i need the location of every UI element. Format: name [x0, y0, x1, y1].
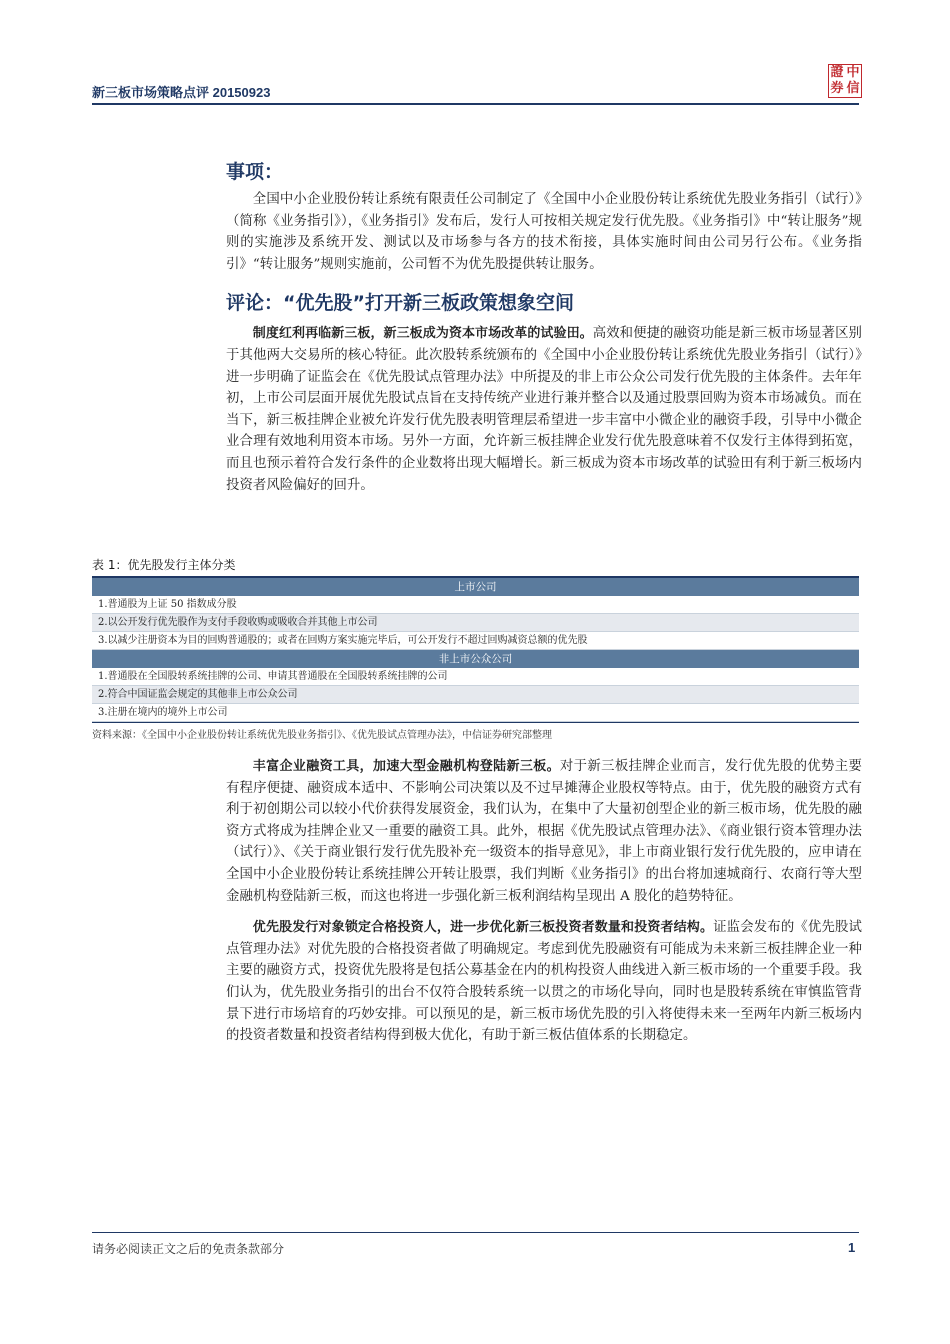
paragraph-lead: 优先股发行对象锁定合格投资人，进一步优化新三板投资者数量和投资者结构。: [252, 920, 714, 936]
table-group-header: 上市公司: [92, 578, 859, 596]
table-source: 资料来源：《全国中小企业股份转让系统优先股业务指引》、《优先股试点管理办法》，中信证券研究部整理: [92, 730, 552, 741]
report-title: 新三板市场策略点评 20150923: [92, 85, 271, 100]
table-caption: 表 1：优先股发行主体分类: [92, 558, 236, 572]
section-heading-comment: 评论：“优先股”打开新三板政策想象空间: [226, 292, 574, 315]
page-number: 1: [848, 1240, 856, 1255]
matter-paragraph: 全国中小企业股份转让系统有限责任公司制定了《全国中小企业股份转让系统优先股业务指引（试行）》（简称《业务指引》），《业务指引》发布后，发行人可按相关规定发行优先股。《业务指引》中“转让服务”规则的实施涉及系统开发、测试以及市场参与各方的技术衔接，具体实施时间由公司另行公布。《业务指引》“转让服务”规则实施前，公司暂不为优先股提供转让服务。: [226, 192, 862, 272]
paragraph-body: 高效和便捷的融资功能是新三板市场显著区别于其他两大交易所的核心特征。此次股转系统颁布的《全国中小企业股份转让系统优先股业务指引（试行）》进一步明确了证监会在《优先股试点管理办法》中所提及的非上市公众公司发行优先股的主体条件。去年年初，上市公司层面开展优先股试点旨在支持传统产业进行兼并整合以及通过股票回购为资本市场减负。而在当下，新三板挂牌企业被允许发行优先股表明管理层希望进一步丰富中小微企业的融资手段，引导中小微企业合理有效地利用资本市场。另外一方面，允许新三板挂牌企业发行优先股意味着不仅发行主体得到拓宽，而且也预示着符合发行条件的企业数将出现大幅增长。新三板成为资本市场改革的试验田有利于新三板场内投资者风险偏好的回升。: [226, 326, 863, 493]
logo-char: 券: [830, 81, 844, 96]
table-row: 1.普通股在全国股转系统挂牌的公司、申请其普通股在全国股转系统挂牌的公司: [92, 668, 859, 686]
table-bottom-rule: [92, 722, 859, 723]
table-row: 3.注册在境内的境外上市公司: [92, 704, 859, 722]
paragraph-body: 对于新三板挂牌企业而言，发行优先股的优势主要有程序便捷、融资成本适中、不影响公司决策以及不过早摊薄企业股权等特点。由于，优先股的融资方式有利于初创期公司以较小代价获得发展资金，我们认为，在集中了大量初创型企业的新三板市场，优先股的融资方式将成为挂牌企业又一重要的融资工具。此外，根据《优先股试点管理办法》、《商业银行资本管理办法（试行）》、《关于商业银行发行优先股补充一级资本的指导意见》，非上市商业银行发行优先股的，应申请在全国中小企业股份转让系统挂牌公开转让股票，我们判断《业务指引》的出台将加速城商行、农商行等大型金融机构登陆新三板，而这也将进一步强化新三板利润结构呈现出 A 股化的趋势特征。: [226, 759, 862, 904]
section-heading-matter: 事项：: [226, 161, 284, 183]
logo-char: 信: [846, 81, 860, 96]
table-row: 3.以减少注册资本为目的回购普通股的；或者在回购方案实施完毕后，可公开发行不超过回购减资总额的优先股: [92, 632, 859, 650]
main-content-continued: [226, 756, 862, 1047]
issuer-table: [92, 556, 859, 741]
table-row: 2.符合中国证监会规定的其他非上市公众公司: [92, 686, 859, 704]
comment-paragraph-3: [226, 917, 862, 1047]
comment-paragraph-1: [226, 323, 862, 496]
footer-disclaimer: 请务必阅读正文之后的免责条款部分: [92, 1242, 285, 1256]
header-divider: [92, 103, 859, 105]
footer-divider: [92, 1232, 859, 1233]
page-header: [92, 80, 872, 110]
logo-char: 證: [830, 65, 844, 80]
logo-char: 中: [846, 65, 860, 80]
table-row: 2.以公开发行优先股作为支付手段收购或吸收合并其他上市公司: [92, 614, 859, 632]
citic-securities-logo: [828, 64, 862, 98]
table-row: 1.普通股为上证 50 指数成分股: [92, 596, 859, 614]
table-group-header: 非上市公众公司: [92, 650, 859, 668]
paragraph-lead: 丰富企业融资工具，加速大型金融机构登陆新三板。: [252, 759, 560, 774]
paragraph-body: 证监会发布的《优先股试点管理办法》对优先股的合格投资者做了明确规定。考虑到优先股融资有可能成为未来新三板挂牌企业一种主要的融资方式，投资优先股将是包括公募基金在内的机构投资人曲线进入新三板市场的一个重要手段。我们认为，优先股业务指引的出台不仅符合股转系统一以贯之的市场化导向，同时也是股转系统在审慎监管背景下进行市场培育的巧妙安排。可以预见的是，新三板市场优先股的引入将使得未来一至两年内新三板场内的投资者数量和投资者结构得到极大优化，有助于新三板估值体系的长期稳定。: [226, 920, 862, 1044]
paragraph-lead: 制度红利再临新三板，新三板成为资本市场改革的试验田。: [252, 326, 593, 342]
comment-paragraph-2: [226, 756, 862, 907]
main-content: [226, 155, 862, 496]
